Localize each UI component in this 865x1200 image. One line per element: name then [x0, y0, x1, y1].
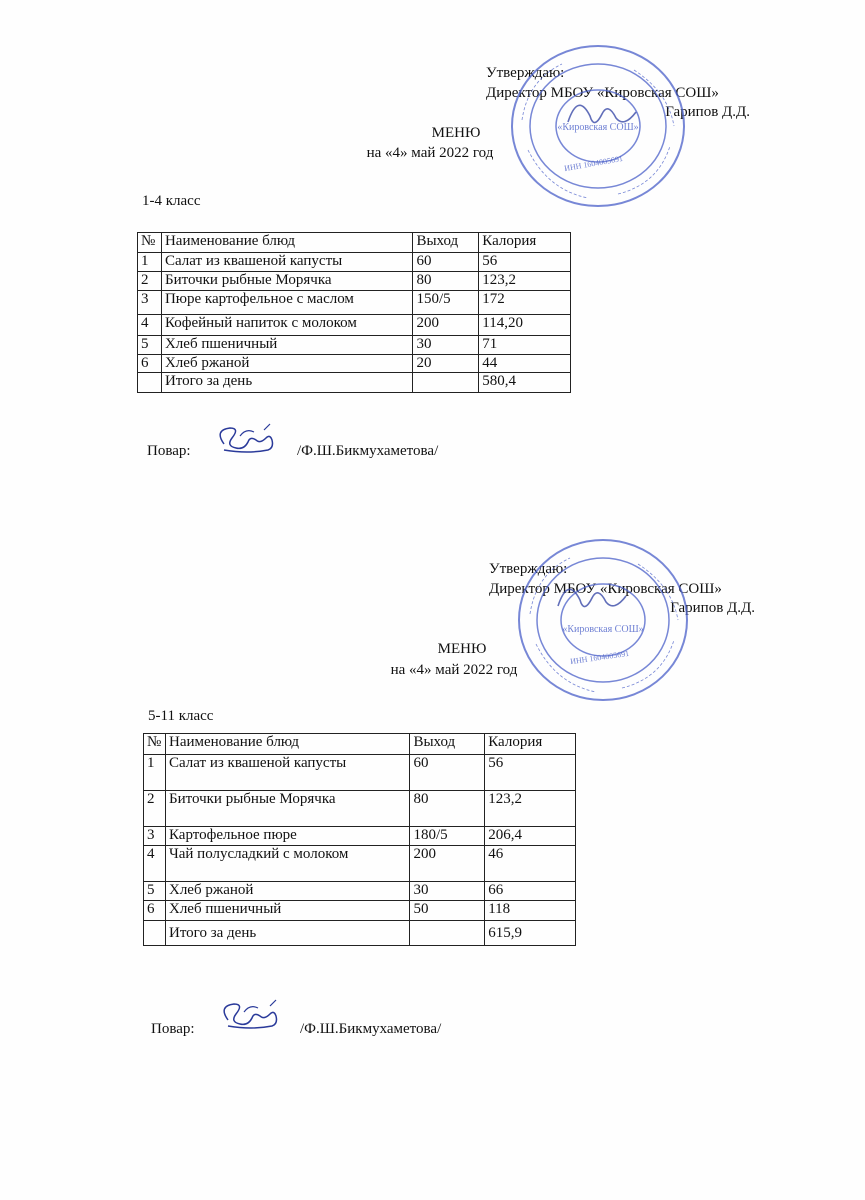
row-calories: 44 [479, 355, 571, 373]
row-dish: Пюре картофельное с маслом [161, 291, 412, 315]
row-calories: 172 [479, 291, 571, 315]
row-output: 60 [410, 755, 485, 791]
approve-director: Директор МБОУ «Кировская СОШ» [489, 581, 722, 597]
row-output: 200 [413, 315, 479, 336]
stamp-inn-text: ИНН 1604005691 [563, 153, 624, 174]
header-cell-calories: Калория [479, 233, 571, 253]
row-dish: Биточки рыбные Морячка [165, 791, 409, 827]
row-calories: 56 [485, 755, 576, 791]
table-header-row [138, 233, 571, 253]
header-cell-output: Выход [410, 734, 485, 755]
row-dish: Салат из квашеной капусты [161, 253, 412, 272]
row-output: 80 [410, 791, 485, 827]
table-total-row [138, 373, 571, 393]
approve-director-name: Гарипов Д.Д. [670, 600, 755, 616]
stamp-center-text: «Кировская СОШ» [557, 122, 639, 133]
row-output: 50 [410, 901, 485, 921]
row-output: 200 [410, 846, 485, 882]
table-row [138, 291, 571, 315]
row-number: 1 [144, 755, 166, 791]
cook-label: Повар: [147, 443, 191, 459]
row-calories: 206,4 [485, 827, 576, 846]
table-row [144, 846, 576, 882]
row-calories: 71 [479, 336, 571, 355]
menu-title: МЕНЮ [437, 641, 487, 657]
total-value: 615,9 [485, 921, 576, 946]
table-row [138, 315, 571, 336]
total-label: Итого за день [165, 921, 409, 946]
row-output: 30 [410, 882, 485, 901]
menu-table [143, 733, 576, 946]
stamp-inn-text: ИНН 1604005691 [569, 648, 630, 667]
table-total-row [144, 921, 576, 946]
row-calories: 56 [479, 253, 571, 272]
header-cell-number: № [138, 233, 162, 253]
row-number: 5 [144, 882, 166, 901]
row-calories: 123,2 [485, 791, 576, 827]
total-value: 580,4 [479, 373, 571, 393]
approve-director-name: Гарипов Д.Д. [665, 104, 750, 120]
row-output: 60 [413, 253, 479, 272]
row-calories: 123,2 [479, 272, 571, 291]
school-stamp-icon [508, 536, 698, 706]
class-label: 5-11 класс [148, 708, 214, 724]
row-number: 2 [138, 272, 162, 291]
table-row [144, 882, 576, 901]
row-dish: Хлеб ржаной [165, 882, 409, 901]
approve-heading: Утверждаю: [486, 65, 565, 81]
row-dish: Картофельное пюре [165, 827, 409, 846]
row-number: 5 [138, 336, 162, 355]
table-row [144, 901, 576, 921]
row-output: 30 [413, 336, 479, 355]
row-dish: Кофейный напиток с молоком [161, 315, 412, 336]
row-number: 4 [144, 846, 166, 882]
row-dish: Хлеб ржаной [161, 355, 412, 373]
row-output: 150/5 [413, 291, 479, 315]
menu-title: МЕНЮ [431, 125, 481, 141]
row-dish: Салат из квашеной капусты [165, 755, 409, 791]
row-output: 80 [413, 272, 479, 291]
table-row [138, 355, 571, 373]
row-output: 20 [413, 355, 479, 373]
table-row [144, 827, 576, 846]
row-number: 6 [144, 901, 166, 921]
class-label: 1-4 класс [142, 193, 201, 209]
row-calories: 118 [485, 901, 576, 921]
row-number: 6 [138, 355, 162, 373]
header-cell-dish: Наименование блюд [165, 734, 409, 755]
menu-date: на «4» май 2022 год [390, 662, 518, 678]
header-cell-output: Выход [413, 233, 479, 253]
row-calories: 46 [485, 846, 576, 882]
menu-table [137, 232, 571, 393]
table-row [144, 791, 576, 827]
header-cell-number: № [144, 734, 166, 755]
row-dish: Биточки рыбные Морячка [161, 272, 412, 291]
row-dish: Чай полусладкий с молоком [165, 846, 409, 882]
cook-signature-icon [214, 998, 288, 1042]
table-row [138, 336, 571, 355]
row-number: 1 [138, 253, 162, 272]
row-dish: Хлеб пшеничный [165, 901, 409, 921]
cook-name: /Ф.Ш.Бикмухаметова/ [300, 1021, 442, 1037]
cook-signature-icon [210, 422, 280, 466]
menu-date: на «4» май 2022 год [366, 145, 494, 161]
approve-director: Директор МБОУ «Кировская СОШ» [486, 85, 719, 101]
school-stamp-icon [498, 42, 698, 212]
header-cell-calories: Калория [485, 734, 576, 755]
row-number: 3 [144, 827, 166, 846]
total-label: Итого за день [161, 373, 412, 393]
cook-name: /Ф.Ш.Бикмухаметова/ [297, 443, 439, 459]
header-cell-dish: Наименование блюд [161, 233, 412, 253]
table-header-row [144, 734, 576, 755]
table-row [144, 755, 576, 791]
stamp-center-text: «Кировская СОШ» [562, 624, 644, 635]
table-row [138, 253, 571, 272]
row-number: 3 [138, 291, 162, 315]
row-calories: 114,20 [479, 315, 571, 336]
approve-heading: Утверждаю: [489, 561, 568, 577]
row-dish: Хлеб пшеничный [161, 336, 412, 355]
row-number: 4 [138, 315, 162, 336]
row-calories: 66 [485, 882, 576, 901]
table-row [138, 272, 571, 291]
row-output: 180/5 [410, 827, 485, 846]
row-number: 2 [144, 791, 166, 827]
cook-label: Повар: [151, 1021, 195, 1037]
